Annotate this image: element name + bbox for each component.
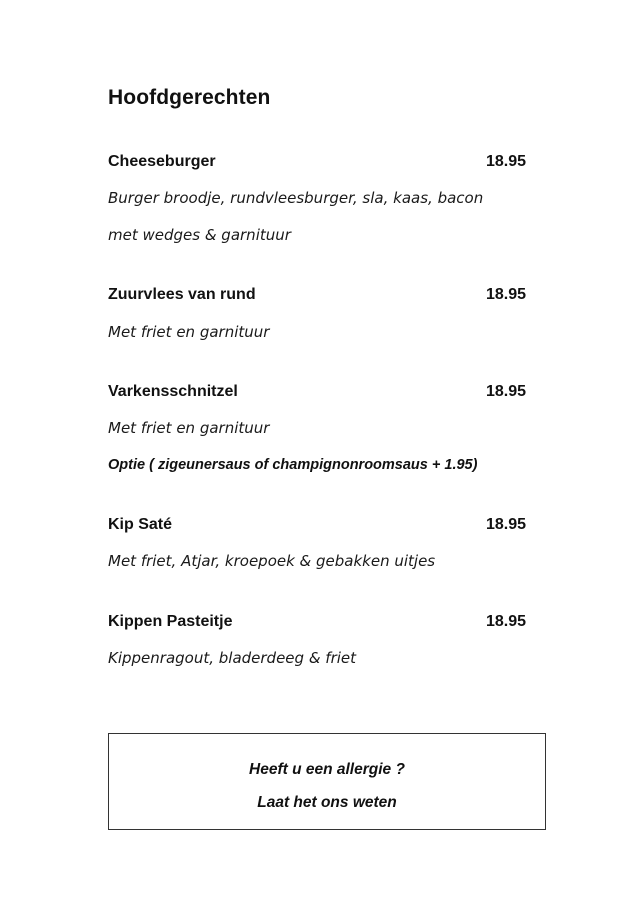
allergy-instruction: Laat het ons weten	[257, 794, 397, 811]
item-description: Met friet, Atjar, kroepoek & gebakken uitjes	[108, 552, 436, 570]
item-price: 18.95	[486, 286, 527, 303]
item-description: Met friet en garnituur	[108, 419, 270, 437]
item-price: 18.95	[486, 613, 527, 630]
item-option: Optie ( zigeunersaus of champignonroomsaus + 1.95)	[108, 457, 478, 473]
item-name: Kip Saté	[108, 516, 173, 533]
item-name: Cheeseburger	[108, 153, 216, 170]
item-name: Varkensschnitzel	[108, 383, 238, 400]
item-description: met wedges & garnituur	[108, 226, 291, 244]
allergy-notice-box	[108, 733, 546, 830]
item-price: 18.95	[486, 383, 527, 400]
item-description: Kippenragout, bladerdeeg & friet	[108, 649, 357, 667]
item-description: Met friet en garnituur	[108, 323, 270, 341]
item-price: 18.95	[486, 516, 527, 533]
section-title: Hoofdgerechten	[108, 86, 271, 109]
item-name: Kippen Pasteitje	[108, 613, 233, 630]
item-description: Burger broodje, rundvleesburger, sla, kaas, bacon	[108, 189, 484, 207]
allergy-question: Heeft u een allergie ?	[249, 761, 405, 778]
item-name: Zuurvlees van rund	[108, 286, 256, 303]
item-price: 18.95	[486, 153, 527, 170]
